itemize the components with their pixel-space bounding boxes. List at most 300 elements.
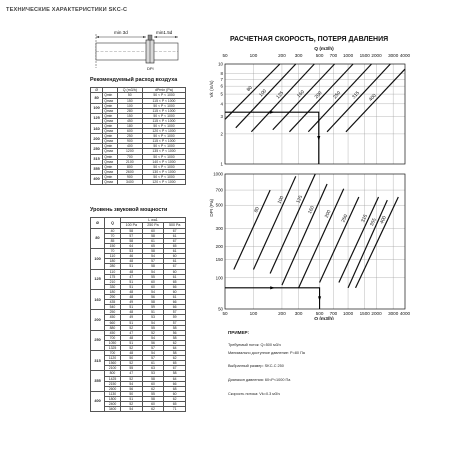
table-cell: 51 xyxy=(120,264,142,269)
table-cell: 130 < P < 1000 xyxy=(143,169,186,174)
table-cell: 110 xyxy=(105,254,121,259)
table-cell: 250 xyxy=(91,144,103,154)
table-cell: 50 < P < 1000 xyxy=(143,144,186,149)
table-cell: 67 xyxy=(164,239,186,244)
table-cell: 1120 xyxy=(105,356,121,361)
x-tick-label: 500 xyxy=(315,53,324,58)
table-cell: 64 xyxy=(164,345,186,350)
table-cell: 64 xyxy=(120,244,142,249)
y-tick-label: 1000 xyxy=(213,171,223,177)
y-tick-label: 50 xyxy=(218,306,223,312)
table-cell: 55 xyxy=(142,325,164,330)
table-cell: 355 xyxy=(91,164,103,174)
table-cell: Qmin xyxy=(103,174,117,179)
table-cell: 50 < P < 1000 xyxy=(143,103,186,108)
table-cell: 67 xyxy=(164,366,186,371)
table-cell: 150 xyxy=(105,244,121,249)
table-cell: 50 < P < 1000 xyxy=(143,123,186,128)
series-label: 200 xyxy=(324,209,333,220)
table-cell: 55 xyxy=(120,366,142,371)
table-cell: 50 < P < 1000 xyxy=(143,154,186,159)
table-cell: 1050 xyxy=(105,340,121,345)
table-cell: 57 xyxy=(164,320,186,325)
table-cell: 160 xyxy=(91,123,103,133)
y-tick-label: 8 xyxy=(220,71,223,77)
table-cell: 50 < P < 1000 xyxy=(143,134,186,139)
example-arrow xyxy=(270,286,275,289)
example-arrow xyxy=(317,136,320,141)
x-tick-label: 500 xyxy=(315,311,324,316)
series-line xyxy=(253,176,295,269)
x-tick-label: 1000 xyxy=(342,53,354,58)
table-cell: 60 xyxy=(164,269,186,274)
table-cell: 200 xyxy=(91,310,105,330)
table-cell: 58 xyxy=(120,239,142,244)
table-cell: 47 xyxy=(120,371,142,376)
table-cell: Qmax xyxy=(103,149,117,154)
table-cell: 54 xyxy=(142,269,164,274)
table-cell: 54 xyxy=(142,351,164,356)
table-cell: 125 xyxy=(91,269,105,289)
table-cell: 330 xyxy=(105,284,121,289)
series-line xyxy=(299,189,344,288)
table-cell: 660 xyxy=(105,320,121,325)
series-label: 250 xyxy=(341,214,350,224)
example-line-range: Диапазон давления: 60<P<1000 Па xyxy=(228,378,291,382)
y-tick-label: 2 xyxy=(220,131,223,137)
x-tick-label: 4000 xyxy=(399,53,411,58)
table-cell: 61 xyxy=(164,249,186,254)
table-cell: 61 xyxy=(142,361,164,366)
table-cell: 50 xyxy=(120,391,142,396)
table-cell: 250 xyxy=(105,310,121,315)
table-cell: 700 xyxy=(105,351,121,356)
table-cell: 2400 xyxy=(105,402,121,407)
example-heading: ПРИМЕР: xyxy=(228,330,250,335)
plot-frame xyxy=(225,64,405,164)
diagram-min3d-label: min 3d xyxy=(114,30,128,35)
series-line xyxy=(356,197,399,288)
table-cell: 48 xyxy=(120,269,142,274)
table-cell: 115 < P < 1000 xyxy=(143,139,186,144)
table-cell: 62 xyxy=(142,407,164,412)
x-tick-label: 4000 xyxy=(399,311,411,316)
table-cell: 800 xyxy=(105,371,121,376)
example-line-pressure: Минимально доступное давление: P=80 Па xyxy=(228,351,305,355)
table-cell: 2150 xyxy=(105,381,121,386)
table-cell: 2100 xyxy=(117,159,142,164)
table-cell: 120 < P < 1000 xyxy=(143,180,186,185)
table-cell: Ø xyxy=(91,88,103,93)
table-cell: 61 xyxy=(164,274,186,279)
y-tick-label: 7 xyxy=(220,76,223,82)
table-cell: 60 xyxy=(142,381,164,386)
x-tick-label: 700 xyxy=(329,311,338,316)
series-label: 80 xyxy=(246,85,254,93)
sound-table-title: Уровень звуковой мощности xyxy=(90,207,168,213)
table-cell: L wa1 xyxy=(120,218,185,223)
table-cell: 210 xyxy=(105,279,121,284)
series-line xyxy=(282,184,327,285)
table-cell: Q (m3/h) xyxy=(117,88,142,93)
table-cell: 53 xyxy=(142,315,164,320)
table-cell: Qmax xyxy=(103,180,117,185)
table-cell: 57 xyxy=(142,356,164,361)
table-cell: 115 < P < 1000 xyxy=(143,98,186,103)
y-tick-label: 3 xyxy=(220,113,223,119)
x-axis-label: Q (m3/h) xyxy=(314,47,334,52)
series-label: 80 xyxy=(254,206,261,214)
table-cell: 57 xyxy=(164,310,186,315)
table-cell: 52 xyxy=(120,361,142,366)
table-cell: 62 xyxy=(164,356,186,361)
table-cell: 400 xyxy=(91,174,103,184)
table-cell: 62 xyxy=(142,386,164,391)
diagram-dpi-label: DPI xyxy=(147,66,154,71)
table-cell: 2600 xyxy=(117,169,142,174)
table-cell: 500 Pa xyxy=(164,223,186,228)
table-cell: 880 xyxy=(105,325,121,330)
table-cell: 80 xyxy=(91,228,105,248)
table-cell: 60 xyxy=(142,228,164,233)
table-cell: 62 xyxy=(164,340,186,345)
table-cell: 250 xyxy=(91,330,105,350)
table-cell: 58 xyxy=(142,396,164,401)
x-tick-label: 700 xyxy=(329,53,338,58)
series-label: 160 xyxy=(296,89,306,100)
table-cell: 65 xyxy=(164,402,186,407)
table-cell: 1200 xyxy=(117,149,142,154)
table-cell: 51 xyxy=(120,284,142,289)
table-cell: 52 xyxy=(120,402,142,407)
series-label: 100 xyxy=(258,88,268,99)
x-tick-label: 1500 xyxy=(359,311,370,316)
table-cell: 60 xyxy=(142,402,164,407)
table-cell: 40 xyxy=(105,228,121,233)
table-cell: 66 xyxy=(164,284,186,289)
x-tick-label: 200 xyxy=(278,53,286,58)
table-cell: 58 xyxy=(164,351,186,356)
table-cell: 58 xyxy=(120,228,142,233)
table-cell: 700 xyxy=(105,335,121,340)
example-line-flow: Требуемый поток: Q=500 м3/ч xyxy=(228,343,281,347)
table-cell: 46 xyxy=(120,254,142,259)
table-cell: 60 xyxy=(164,254,186,259)
x-tick-label: 3000 xyxy=(388,53,399,58)
table-cell: 54 xyxy=(142,254,164,259)
table-cell: Qmax xyxy=(103,129,117,134)
table-cell: Qmin xyxy=(103,144,117,149)
table-cell: 68 xyxy=(164,386,186,391)
x-tick-label: 100 xyxy=(249,53,258,58)
y-tick-label: 100 xyxy=(215,275,223,281)
table-cell: 67 xyxy=(164,228,186,233)
table-cell: 1425 xyxy=(105,376,121,381)
table-cell: 50 < P < 1000 xyxy=(143,174,186,179)
table-cell: 52 xyxy=(120,345,142,350)
table-cell: Qmin xyxy=(103,113,117,118)
table-row xyxy=(91,180,186,185)
y-tick-label: 700 xyxy=(215,187,223,193)
table-cell: 56 xyxy=(142,340,164,345)
x-tick-label: 200 xyxy=(278,311,286,316)
table-cell: 53 xyxy=(120,249,142,254)
table-row xyxy=(91,407,186,412)
table-cell: 56 xyxy=(120,386,142,391)
table-cell: 120 < P < 1000 xyxy=(143,129,186,134)
table-cell: 180 xyxy=(117,123,142,128)
table-cell: 67 xyxy=(164,264,186,269)
velocity-chart xyxy=(205,42,415,172)
table-cell: 51 xyxy=(120,396,142,401)
table-cell: 250 Pa xyxy=(142,223,164,228)
table-cell: 400 xyxy=(91,391,105,411)
table-cell: Qmin xyxy=(103,123,117,128)
series-label: 315 xyxy=(361,214,369,224)
series-line xyxy=(339,197,379,282)
table-cell: Qmin xyxy=(103,154,117,159)
table-cell: 61 xyxy=(142,239,164,244)
airflow-table-title: Рекомендуемый расход воздуха xyxy=(90,77,178,83)
table-cell: 58 xyxy=(142,233,164,238)
table-cell: 54 xyxy=(142,320,164,325)
table-cell: 55 xyxy=(142,274,164,279)
table-cell: 60 xyxy=(142,279,164,284)
table-cell: 180 xyxy=(105,289,121,294)
y-tick-label: 6 xyxy=(220,83,223,89)
table-cell: 435 xyxy=(105,300,121,305)
table-cell: 280 xyxy=(105,264,121,269)
table-cell: Q xyxy=(105,218,121,229)
x-axis-label: Q (m3/h) xyxy=(314,317,334,320)
series-label: 200 xyxy=(314,90,324,101)
table-cell: 61 xyxy=(164,259,186,264)
table-cell: 57 xyxy=(120,233,142,238)
x-tick-label: 50 xyxy=(222,53,228,58)
table-cell: 58 xyxy=(164,371,186,376)
x-tick-label: 2000 xyxy=(371,53,382,58)
x-tick-label: 100 xyxy=(249,311,258,316)
table-cell: 58 xyxy=(164,325,186,330)
table-cell: 47 xyxy=(120,274,142,279)
table-cell: 180 xyxy=(105,259,121,264)
example-path xyxy=(225,112,319,164)
table-cell: 450 xyxy=(105,330,121,335)
table-cell: 355 xyxy=(91,371,105,391)
table-cell: 50 xyxy=(117,93,142,98)
table-cell: 150 xyxy=(117,98,142,103)
table-cell: 450 xyxy=(105,315,121,320)
table-cell: 2600 xyxy=(105,386,121,391)
series-label: 160 xyxy=(308,205,316,215)
table-cell: 80 xyxy=(91,93,103,103)
table-cell: 65 xyxy=(164,279,186,284)
example-line-size: Выбранный размер: SKC-C 250 xyxy=(228,364,284,368)
example-arrow xyxy=(270,111,275,114)
table-cell: 125 xyxy=(91,113,103,123)
x-tick-label: 1000 xyxy=(342,311,354,316)
table-cell: 63 xyxy=(142,366,164,371)
pressure-chart xyxy=(205,168,415,320)
table-cell: 3400 xyxy=(105,407,121,412)
table-cell: 56 xyxy=(164,330,186,335)
table-cell: 64 xyxy=(164,376,186,381)
table-cell: 48 xyxy=(120,289,142,294)
y-tick-label: 500 xyxy=(215,202,223,208)
table-cell: 51 xyxy=(120,340,142,345)
table-cell: 3400 xyxy=(117,180,142,185)
table-cell: 51 xyxy=(120,279,142,284)
series-line xyxy=(234,190,270,269)
table-cell: 540 xyxy=(105,305,121,310)
table-cell: 58 xyxy=(142,300,164,305)
table-cell: 53 xyxy=(142,371,164,376)
table-cell: 900 xyxy=(117,139,142,144)
table-cell: 54 xyxy=(142,289,164,294)
table-cell: Qmin xyxy=(103,134,117,139)
table-cell: 71 xyxy=(164,407,186,412)
y-tick-label: 150 xyxy=(215,256,223,262)
table-cell: 100 xyxy=(91,103,103,113)
table-cell: 60 xyxy=(164,289,186,294)
table-cell: 61 xyxy=(164,295,186,300)
table-cell: 50 < P < 1000 xyxy=(143,164,186,169)
series-label: 125 xyxy=(296,194,305,205)
table-cell: 1800 xyxy=(105,396,121,401)
series-label: 100 xyxy=(277,195,286,205)
table-cell: Qmax xyxy=(103,159,117,164)
table-cell: 66 xyxy=(164,300,186,305)
table-cell: 66 xyxy=(164,305,186,310)
table-cell: 115 < P < 1000 xyxy=(143,108,186,113)
y-tick-label: 300 xyxy=(215,225,223,231)
table-cell: 100 xyxy=(91,249,105,269)
table-cell: 50 < P < 1000 xyxy=(143,113,186,118)
table-cell: 51 xyxy=(120,305,142,310)
table-cell: 59 xyxy=(142,305,164,310)
table-cell: 65 xyxy=(164,361,186,366)
table-cell: 58 xyxy=(164,335,186,340)
table-cell: 115 < P < 1000 xyxy=(143,118,186,123)
y-axis-label: DPI (Pa) xyxy=(209,198,214,217)
table-cell: 57 xyxy=(142,259,164,264)
table-cell: 800 xyxy=(117,164,142,169)
table-cell: 65 xyxy=(142,244,164,249)
installation-diagram xyxy=(92,26,180,71)
y-tick-label: 1 xyxy=(220,161,223,167)
table-cell: 58 xyxy=(142,376,164,381)
table-cell: 110 xyxy=(105,269,121,274)
diagram-min15d-label: min1.5d xyxy=(156,30,173,35)
table-cell: 56 xyxy=(142,295,164,300)
x-tick-label: 300 xyxy=(294,53,303,58)
table-cell: 48 xyxy=(120,335,142,340)
table-cell: Qmin xyxy=(103,164,117,169)
series-label: 315 xyxy=(351,90,361,101)
series-label: 400 xyxy=(368,93,378,103)
chart-title: РАСЧЕТНАЯ СКОРОСТЬ, ПОТЕРЯ ДАВЛЕНИЯ xyxy=(230,36,389,43)
table-cell: 54 xyxy=(120,381,142,386)
table-cell: 700 xyxy=(117,154,142,159)
table-cell: 100 xyxy=(117,103,142,108)
table-cell: 140 < P < 1000 xyxy=(143,159,186,164)
table-cell: 48 xyxy=(120,351,142,356)
table-cell: 400 xyxy=(117,144,142,149)
table-cell: 60 xyxy=(142,284,164,289)
table-cell: 290 xyxy=(105,295,121,300)
table-cell: 200 xyxy=(91,134,103,144)
example-line-velocity: Скорость потока: Vk=0.3 м3/ч xyxy=(228,392,281,396)
table-cell: 54 xyxy=(142,335,164,340)
table-cell: 47 xyxy=(120,330,142,335)
table-cell: 51 xyxy=(120,320,142,325)
x-tick-label: 2000 xyxy=(371,311,382,316)
table-cell: 50 < P < 1000 xyxy=(143,93,186,98)
table-cell: Qmax xyxy=(103,118,117,123)
y-tick-label: 4 xyxy=(220,101,223,107)
table-cell: 1560 xyxy=(105,361,121,366)
table-cell: 160 xyxy=(91,289,105,309)
series-label: 250 xyxy=(332,90,343,101)
table-cell: 315 xyxy=(91,154,103,164)
x-tick-label: 1500 xyxy=(359,53,370,58)
airflow-table xyxy=(90,87,186,185)
table-cell: 48 xyxy=(120,310,142,315)
example-arrow xyxy=(318,296,321,301)
series-line xyxy=(320,197,359,282)
table-cell: 58 xyxy=(142,249,164,254)
table-cell: 61 xyxy=(164,233,186,238)
series-label: 400 xyxy=(379,215,388,225)
table-cell: Qmax xyxy=(103,139,117,144)
table-cell: 65 xyxy=(164,244,186,249)
table-cell: 48 xyxy=(120,259,142,264)
y-axis-label: Vk (m/s) xyxy=(209,80,214,98)
table-cell: dPmin (Pa) xyxy=(143,88,186,93)
table-cell: Qmin xyxy=(103,103,117,108)
table-cell: 58 xyxy=(142,264,164,269)
table-cell: 900 xyxy=(117,174,142,179)
table-cell: Qmax xyxy=(103,98,117,103)
y-tick-label: 10 xyxy=(218,61,223,67)
table-cell: 600 xyxy=(117,129,142,134)
table-cell: 52 xyxy=(120,325,142,330)
table-cell: Ø xyxy=(91,218,105,229)
table-cell: 48 xyxy=(120,295,142,300)
table-cell: 315 xyxy=(91,351,105,371)
table-cell: Qmax xyxy=(103,108,117,113)
x-tick-label: 300 xyxy=(294,311,303,316)
table-cell: 70 xyxy=(105,233,121,238)
table-cell: 51 xyxy=(142,310,164,315)
table-cell: 52 xyxy=(120,376,142,381)
table-cell: 52 xyxy=(142,330,164,335)
table-cell: 49 xyxy=(120,315,142,320)
table-cell: 100 Pa xyxy=(120,223,142,228)
x-tick-label: 3000 xyxy=(388,311,399,316)
table-cell: 66 xyxy=(164,381,186,386)
table-cell: 175 xyxy=(105,274,121,279)
x-tick-label: 50 xyxy=(222,311,228,316)
table-cell: 59 xyxy=(164,315,186,320)
table-cell: 135 < P < 1000 xyxy=(143,149,186,154)
table-cell: 150 xyxy=(117,113,142,118)
table-cell: 250 xyxy=(117,134,142,139)
series-label: 125 xyxy=(275,90,286,101)
table-cell: 2100 xyxy=(105,366,121,371)
series-line xyxy=(348,200,387,288)
table-cell: 70 xyxy=(105,249,121,254)
